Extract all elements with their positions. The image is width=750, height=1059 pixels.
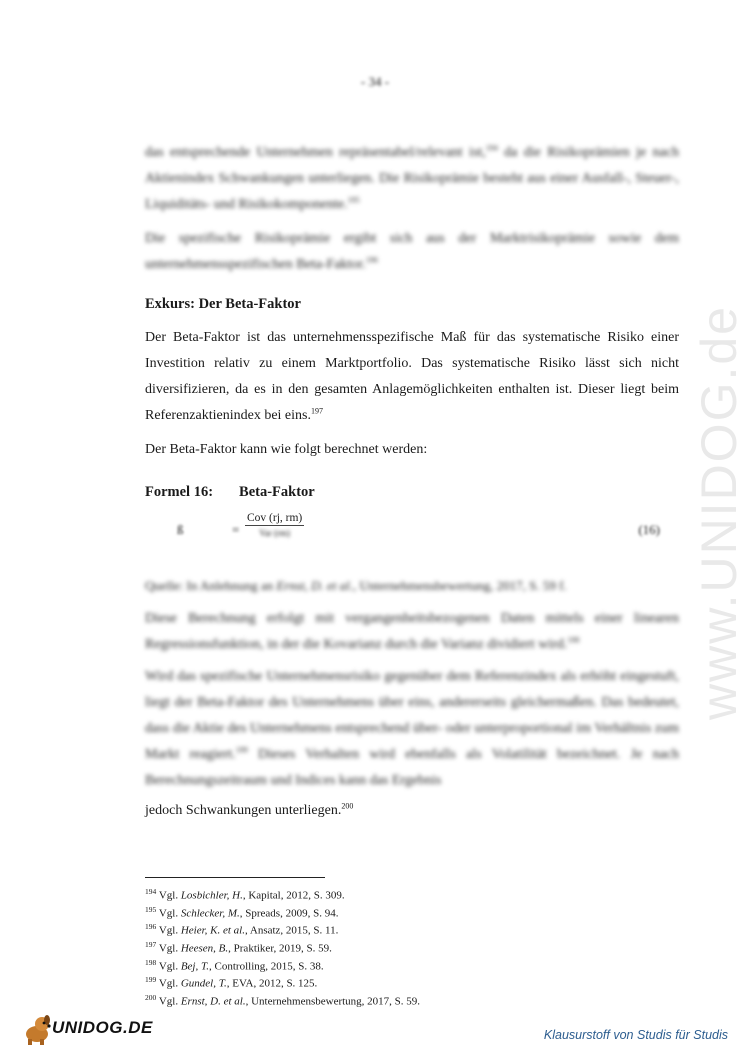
footnote-rest: , Ansatz, 2015, S. 11. [244,924,339,937]
blurred-text: Dieses Verhalten wird ebenfalls als Volatilität bezeichnet. Je nach Berechnungszeitraum und Indices kann das Ergebnis [145,747,679,788]
formula-title [145,484,315,501]
source-prefix: Quelle: In Anlehnung an [145,578,277,593]
tagline: Klausurstoff von Studis für Studis [543,1028,728,1042]
blurred-text: da die Risikoprämien je nach Aktienindex Schwankungen unterliegen. Die Risikoprämie besteht aus einer Ausfall-, Steuer-, Liquiditäts- und Risikokomponente. [145,145,679,212]
formula-fraction [245,512,304,538]
footnote-author: Ernst, D. et al. [180,995,246,1008]
footnote-prefix: Vgl. [158,907,181,920]
footnote-author: Gundel, T. [180,977,227,990]
footnote-prefix: Vgl. [158,995,181,1008]
footnote-number: 195 [145,904,157,914]
footnote-ref: 195 [347,195,360,205]
blurred-text: Diese Berechnung erfolgt mit vergangenheitsbezogenen Daten mittels einer linearen Regressionsfunktion, in der die Kovarianz durch die Varianz dividiert wird. [145,611,679,652]
footnote [145,938,420,956]
formula-label: Formel 16: [145,484,214,500]
footnote-rest: , Kapital, 2012, S. 309. [242,889,345,902]
footnote-rest: , Unternehmensbewertung, 2017, S. 59. [245,995,421,1008]
formula-denominator: Var (rm) [259,528,290,538]
formula [145,512,660,552]
source-rest: , Unternehmensbewertung, 2017, S. 59 f. [352,578,567,593]
footnote [145,956,420,974]
footnote-author: Schlecker, M. [180,907,240,920]
watermark: www.UNIDOG.de [691,305,747,720]
paragraph-text: Der Beta-Faktor ist das unternehmensspezifische Maß für das systematische Risiko einer Investition relativ zu einem Marktportfolio. Das systematische Risiko lässt sich nicht diversifizieren, da es in den gesamten Anlagemöglichkeiten enthalten ist. Dieser liegt beim Referenzaktienindex bei eins. [145,330,679,423]
formula-numerator: Cov (rj, rm) [247,512,303,524]
footnote-number: 196 [145,922,157,932]
footnote-ref: 194 [485,143,498,153]
formula-name: Beta-Faktor [239,484,315,500]
footnote-separator [145,877,325,878]
blurred-paragraph-4 [145,664,679,794]
footnote-author: Losbichler, H. [180,889,243,902]
formula-number: (16) [638,522,660,537]
page-number: - 34 - [360,74,390,89]
footnote-number: 198 [145,957,157,967]
footnote-ref: 196 [365,255,378,265]
footnote [145,885,420,903]
footnotes [145,885,420,1009]
paragraph-text: jedoch Schwankungen unterliegen. [145,803,342,818]
blurred-paragraph-2 [145,226,679,278]
excursus-heading: Exkurs: Der Beta-Faktor [145,296,301,312]
footnote-author: Heesen, B. [180,942,229,955]
footnote-rest: , Praktiker, 2019, S. 59. [228,942,332,955]
footnote [145,973,420,991]
formula-lhs: ß [177,522,184,537]
blurred-text: Die spezifische Risikoprämie ergibt sich aus der Marktrisikoprämie sowie dem unternehmensspezifischen Beta-Faktor. [145,231,679,272]
blurred-text: Wird das spezifische Unternehmensrisiko gegenüber dem Referenzindex als erhöht eingestuft, liegt der Beta-Faktor des Unternehmens über eins, andererseits gleichermaßen. Das bedeutet, dass die Aktie des Unternehmens entsprechend über- oder unterproportional im Verhältnis zum Markt reagiert. [145,669,679,762]
footnote [145,903,420,921]
footnote-ref: 197 [310,406,323,416]
footnote-ref: 200 [341,801,354,811]
footnote-prefix: Vgl. [158,942,181,955]
footnote [145,991,420,1009]
footnote [145,920,420,938]
footnote-number: 194 [145,887,157,896]
footnote-ref: 198 [567,635,580,645]
dog-icon [20,1012,54,1046]
blurred-text: das entsprechende Unternehmen repräsentabel/relevant ist, [145,145,486,160]
logo-text: UNIDOG.DE [52,1018,153,1037]
footnote-rest: , Spreads, 2009, S. 94. [239,907,339,920]
footnote-rest: , Controlling, 2015, S. 38. [209,960,324,973]
excursus-paragraph [145,325,679,429]
footnote-prefix: Vgl. [158,960,181,973]
footnote-number: 197 [145,939,157,949]
footnote-prefix: Vgl. [158,977,181,990]
footnote-ref: 199 [235,745,248,755]
formula-equals: = [232,522,240,537]
paragraph-4-last-line [145,798,679,824]
footnote-author: Bej, T. [180,960,210,973]
footnote-author: Heier, K. et al. [180,924,245,937]
footnote-prefix: Vgl. [158,924,181,937]
source-author: Ernst, D. et al. [276,578,353,593]
blurred-paragraph-1 [145,140,679,218]
blurred-paragraph-3 [145,606,679,658]
formula-source [145,573,679,599]
footnote-number: 199 [145,975,157,985]
unidog-logo[interactable] [20,1012,160,1048]
calc-intro: Der Beta-Faktor kann wie folgt berechnet werden: [145,442,428,457]
footnote-number: 200 [145,992,157,1002]
footnote-prefix: Vgl. [158,889,181,902]
footnote-rest: , EVA, 2012, S. 125. [226,977,318,990]
